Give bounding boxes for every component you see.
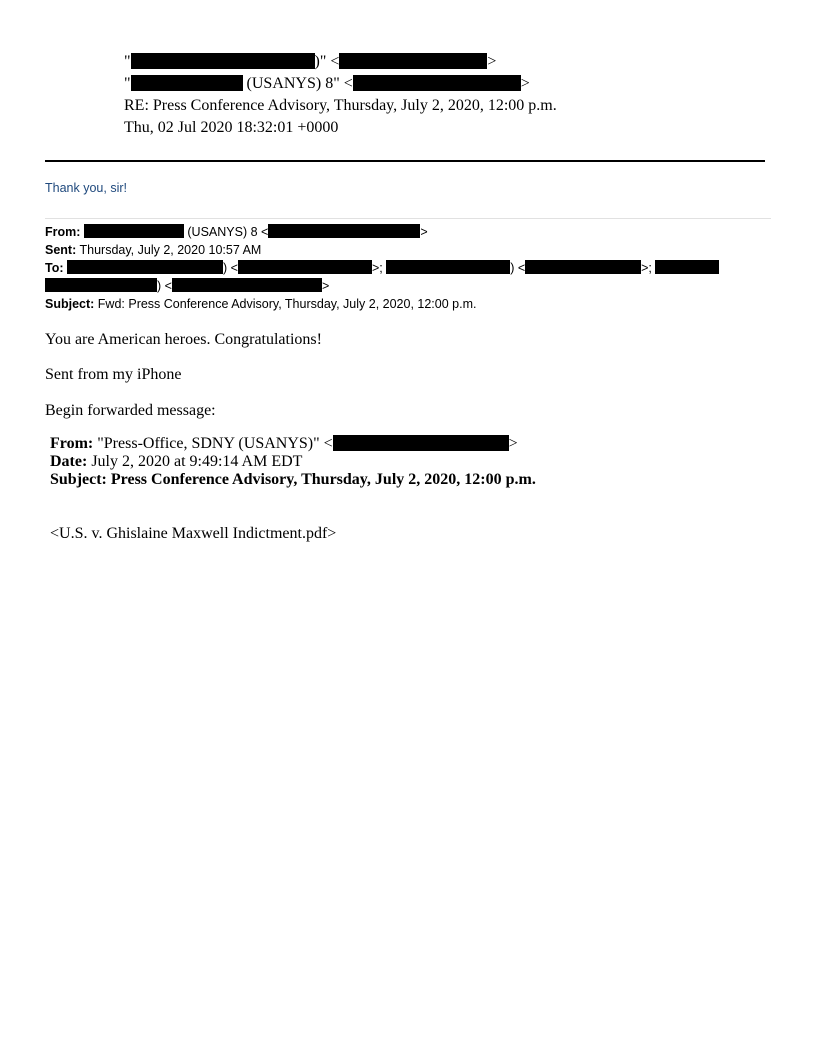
forwarded-date-row — [50, 453, 536, 471]
forwarded-subject-label: Subject: — [50, 471, 107, 488]
forwarded-message-header — [50, 435, 536, 489]
forward-to-label: To: — [45, 261, 64, 275]
forwarded-date-value: July 2, 2020 at 9:49:14 AM EDT — [91, 453, 303, 470]
from-value: " )" < > — [124, 53, 497, 70]
redaction-block — [655, 260, 719, 274]
to-value: " (USANYS) 8" < > — [124, 75, 530, 92]
redaction-block — [131, 53, 315, 69]
forward-to-row-continued: ) < > — [45, 277, 765, 295]
header-divider — [45, 160, 765, 162]
forward-to-row: To: ) < >; ) < >; — [45, 259, 765, 277]
attachment-name: <U.S. v. Ghislaine Maxwell Indictment.pdf> — [50, 525, 337, 542]
reply-text: Thank you, sir! — [45, 181, 127, 195]
message-line-2: Sent from my iPhone — [45, 366, 182, 383]
forward-sent-label: Sent: — [45, 243, 77, 257]
redaction-block — [238, 260, 372, 274]
forward-from-label: From: — [45, 225, 81, 239]
forward-from-row: From: (USANYS) 8 < > — [45, 225, 428, 239]
redaction-block — [525, 260, 641, 274]
forward-sent-value: Thursday, July 2, 2020 10:57 AM — [79, 243, 262, 257]
forwarded-from-row: From: "Press-Office, SDNY (USANYS)" < > — [50, 435, 518, 452]
forwarded-from-label: From: — [50, 435, 94, 452]
message-line-3: Begin forwarded message: — [45, 402, 216, 419]
forward-subject-value: Fwd: Press Conference Advisory, Thursday, July 2, 2020, 12:00 p.m. — [97, 297, 477, 311]
redaction-block — [268, 224, 420, 238]
redaction-block — [131, 75, 243, 91]
forward-header — [45, 223, 765, 313]
forwarded-subject-value: Press Conference Advisory, Thursday, July 2, 2020, 12:00 p.m. — [110, 471, 536, 488]
date-value: Thu, 02 Jul 2020 18:32:01 +0000 — [124, 119, 339, 136]
redaction-block — [84, 224, 184, 238]
redaction-block — [353, 75, 521, 91]
forwarded-from-value: "Press-Office, SDNY (USANYS)" < — [97, 435, 333, 452]
redaction-block — [172, 278, 322, 292]
redaction-block — [339, 53, 487, 69]
message-line-1: You are American heroes. Congratulations! — [45, 331, 322, 348]
redaction-block — [67, 260, 223, 274]
forwarded-subject-row — [50, 471, 536, 489]
redaction-block — [45, 278, 157, 292]
redaction-block — [386, 260, 510, 274]
forward-subject-row — [45, 295, 765, 313]
forward-subject-label: Subject: — [45, 297, 95, 311]
forwarded-date-label: Date: — [50, 453, 88, 470]
forward-sent-row — [45, 241, 765, 259]
subject-value: RE: Press Conference Advisory, Thursday, July 2, 2020, 12:00 p.m. — [124, 97, 557, 114]
reply-divider — [45, 218, 771, 219]
redaction-block — [333, 435, 509, 451]
